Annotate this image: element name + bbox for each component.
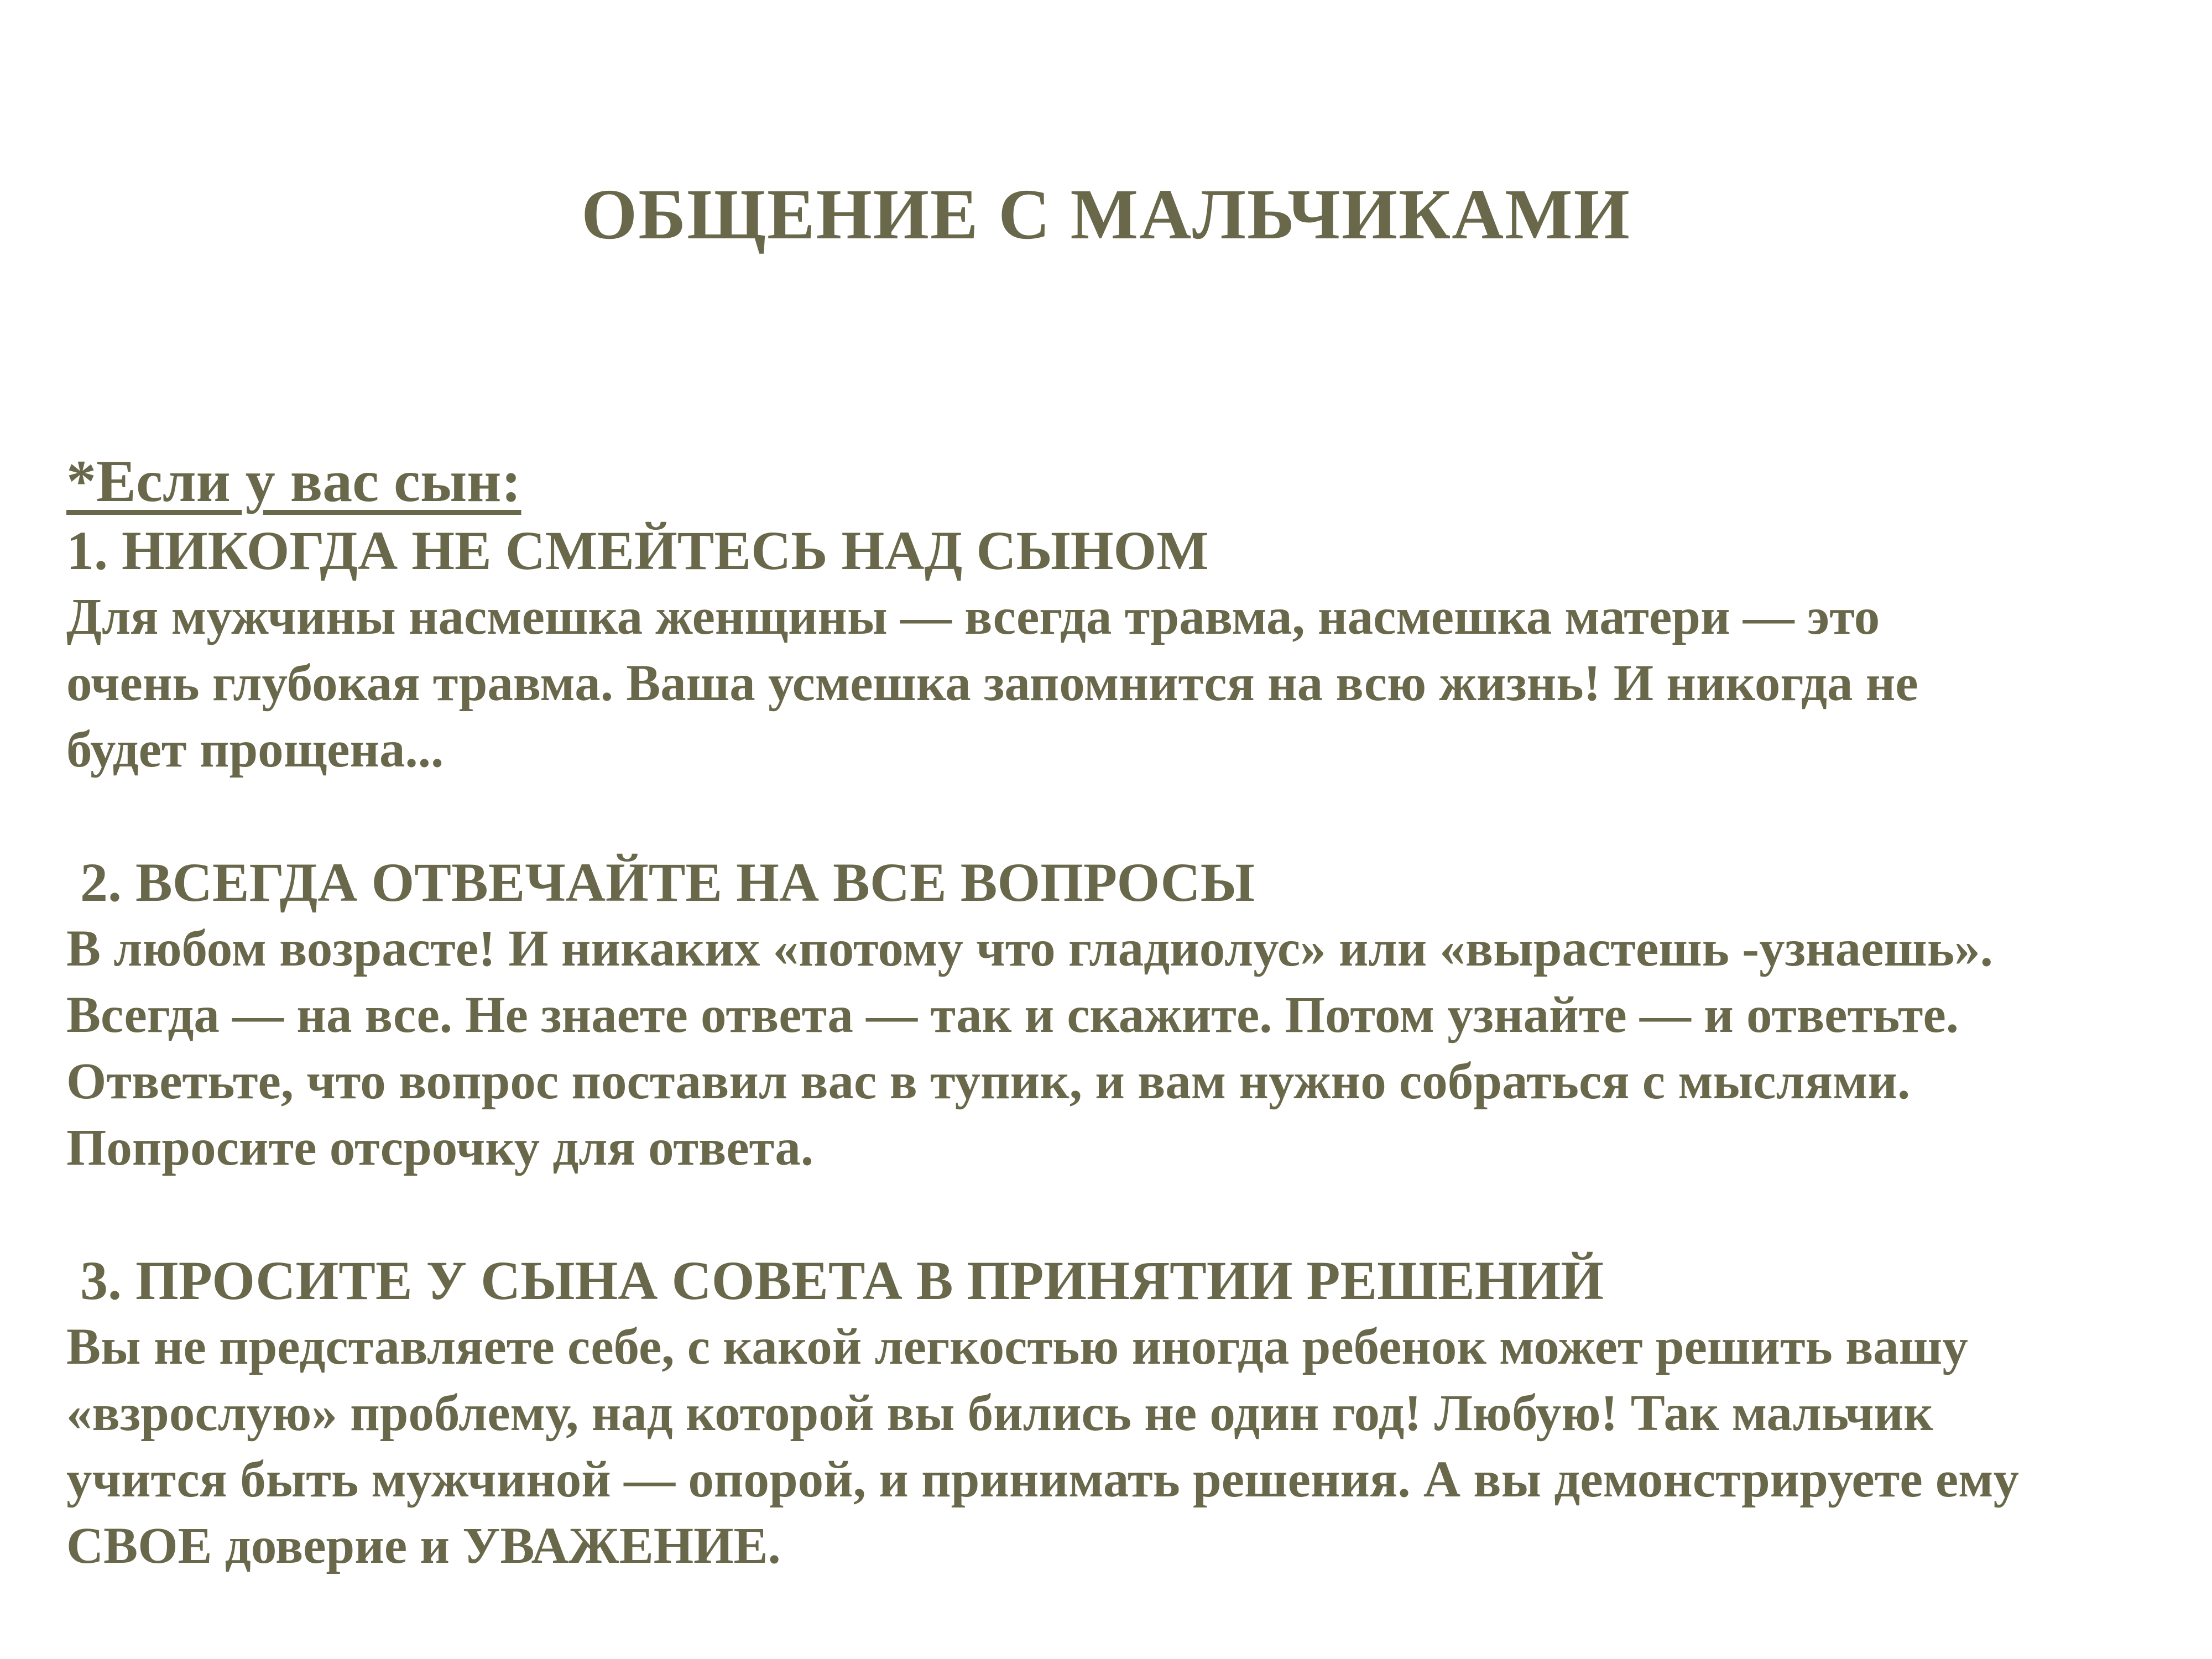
section-1-body-line: Для мужчины насмешка женщины — всегда травма, насмешка матери — это [66, 588, 1880, 645]
section-3-body-line: учится быть мужчиной — опорой, и принимать решения. А вы демонстрируете ему [66, 1451, 2020, 1508]
section-3 [66, 1248, 2157, 1579]
intro-heading [66, 446, 2157, 518]
page-title: ОБЩЕНИЕ С МАЛЬЧИКАМИ [581, 175, 1631, 254]
section-1 [66, 518, 2157, 783]
section-3-body-line: «взрослую» проблему, над которой вы бились не один год! Любую! Так мальчик [66, 1385, 1933, 1442]
section-1-body-line: будет прощена... [66, 721, 444, 778]
section-2-body-line: Попросите отсрочку для ответа. [66, 1119, 814, 1176]
section-2-body-line: Ответьте, что вопрос поставил вас в тупик, и вам нужно собраться с мыслями. [66, 1053, 1911, 1110]
section-1-heading: 1. НИКОГДА НЕ СМЕЙТЕСЬ НАД СЫНОМ [66, 520, 1209, 581]
section-2-heading: 2. ВСЕГДА ОТВЕЧАЙТЕ НА ВСЕ ВОПРОСЫ [66, 852, 1255, 913]
section-2-body-line: Всегда — на все. Не знаете ответа — так и скажите. Потом узнайте — и ответьте. [66, 987, 1959, 1044]
content [66, 446, 2157, 1579]
section-3-body-line: Вы не представляете себе, с какой легкостью иногда ребенок может решить вашу [66, 1318, 1968, 1375]
section-3-heading: 3. ПРОСИТЕ У СЫНА СОВЕТА В ПРИНЯТИИ РЕШЕНИЙ [66, 1250, 1604, 1311]
section-1-body-line: очень глубокая травма. Ваша усмешка запомнится на всю жизнь! И никогда не [66, 655, 1918, 712]
section-3-body-line: СВОЕ доверие и УВАЖЕНИЕ. [66, 1517, 781, 1574]
section-2-body-line: В любом возрасте! И никаких «потому что гладиолус» или «вырастешь -узнаешь». [66, 920, 1993, 977]
intro-heading-text: *Если у вас сын: [66, 448, 521, 514]
section-2 [66, 849, 2157, 1181]
